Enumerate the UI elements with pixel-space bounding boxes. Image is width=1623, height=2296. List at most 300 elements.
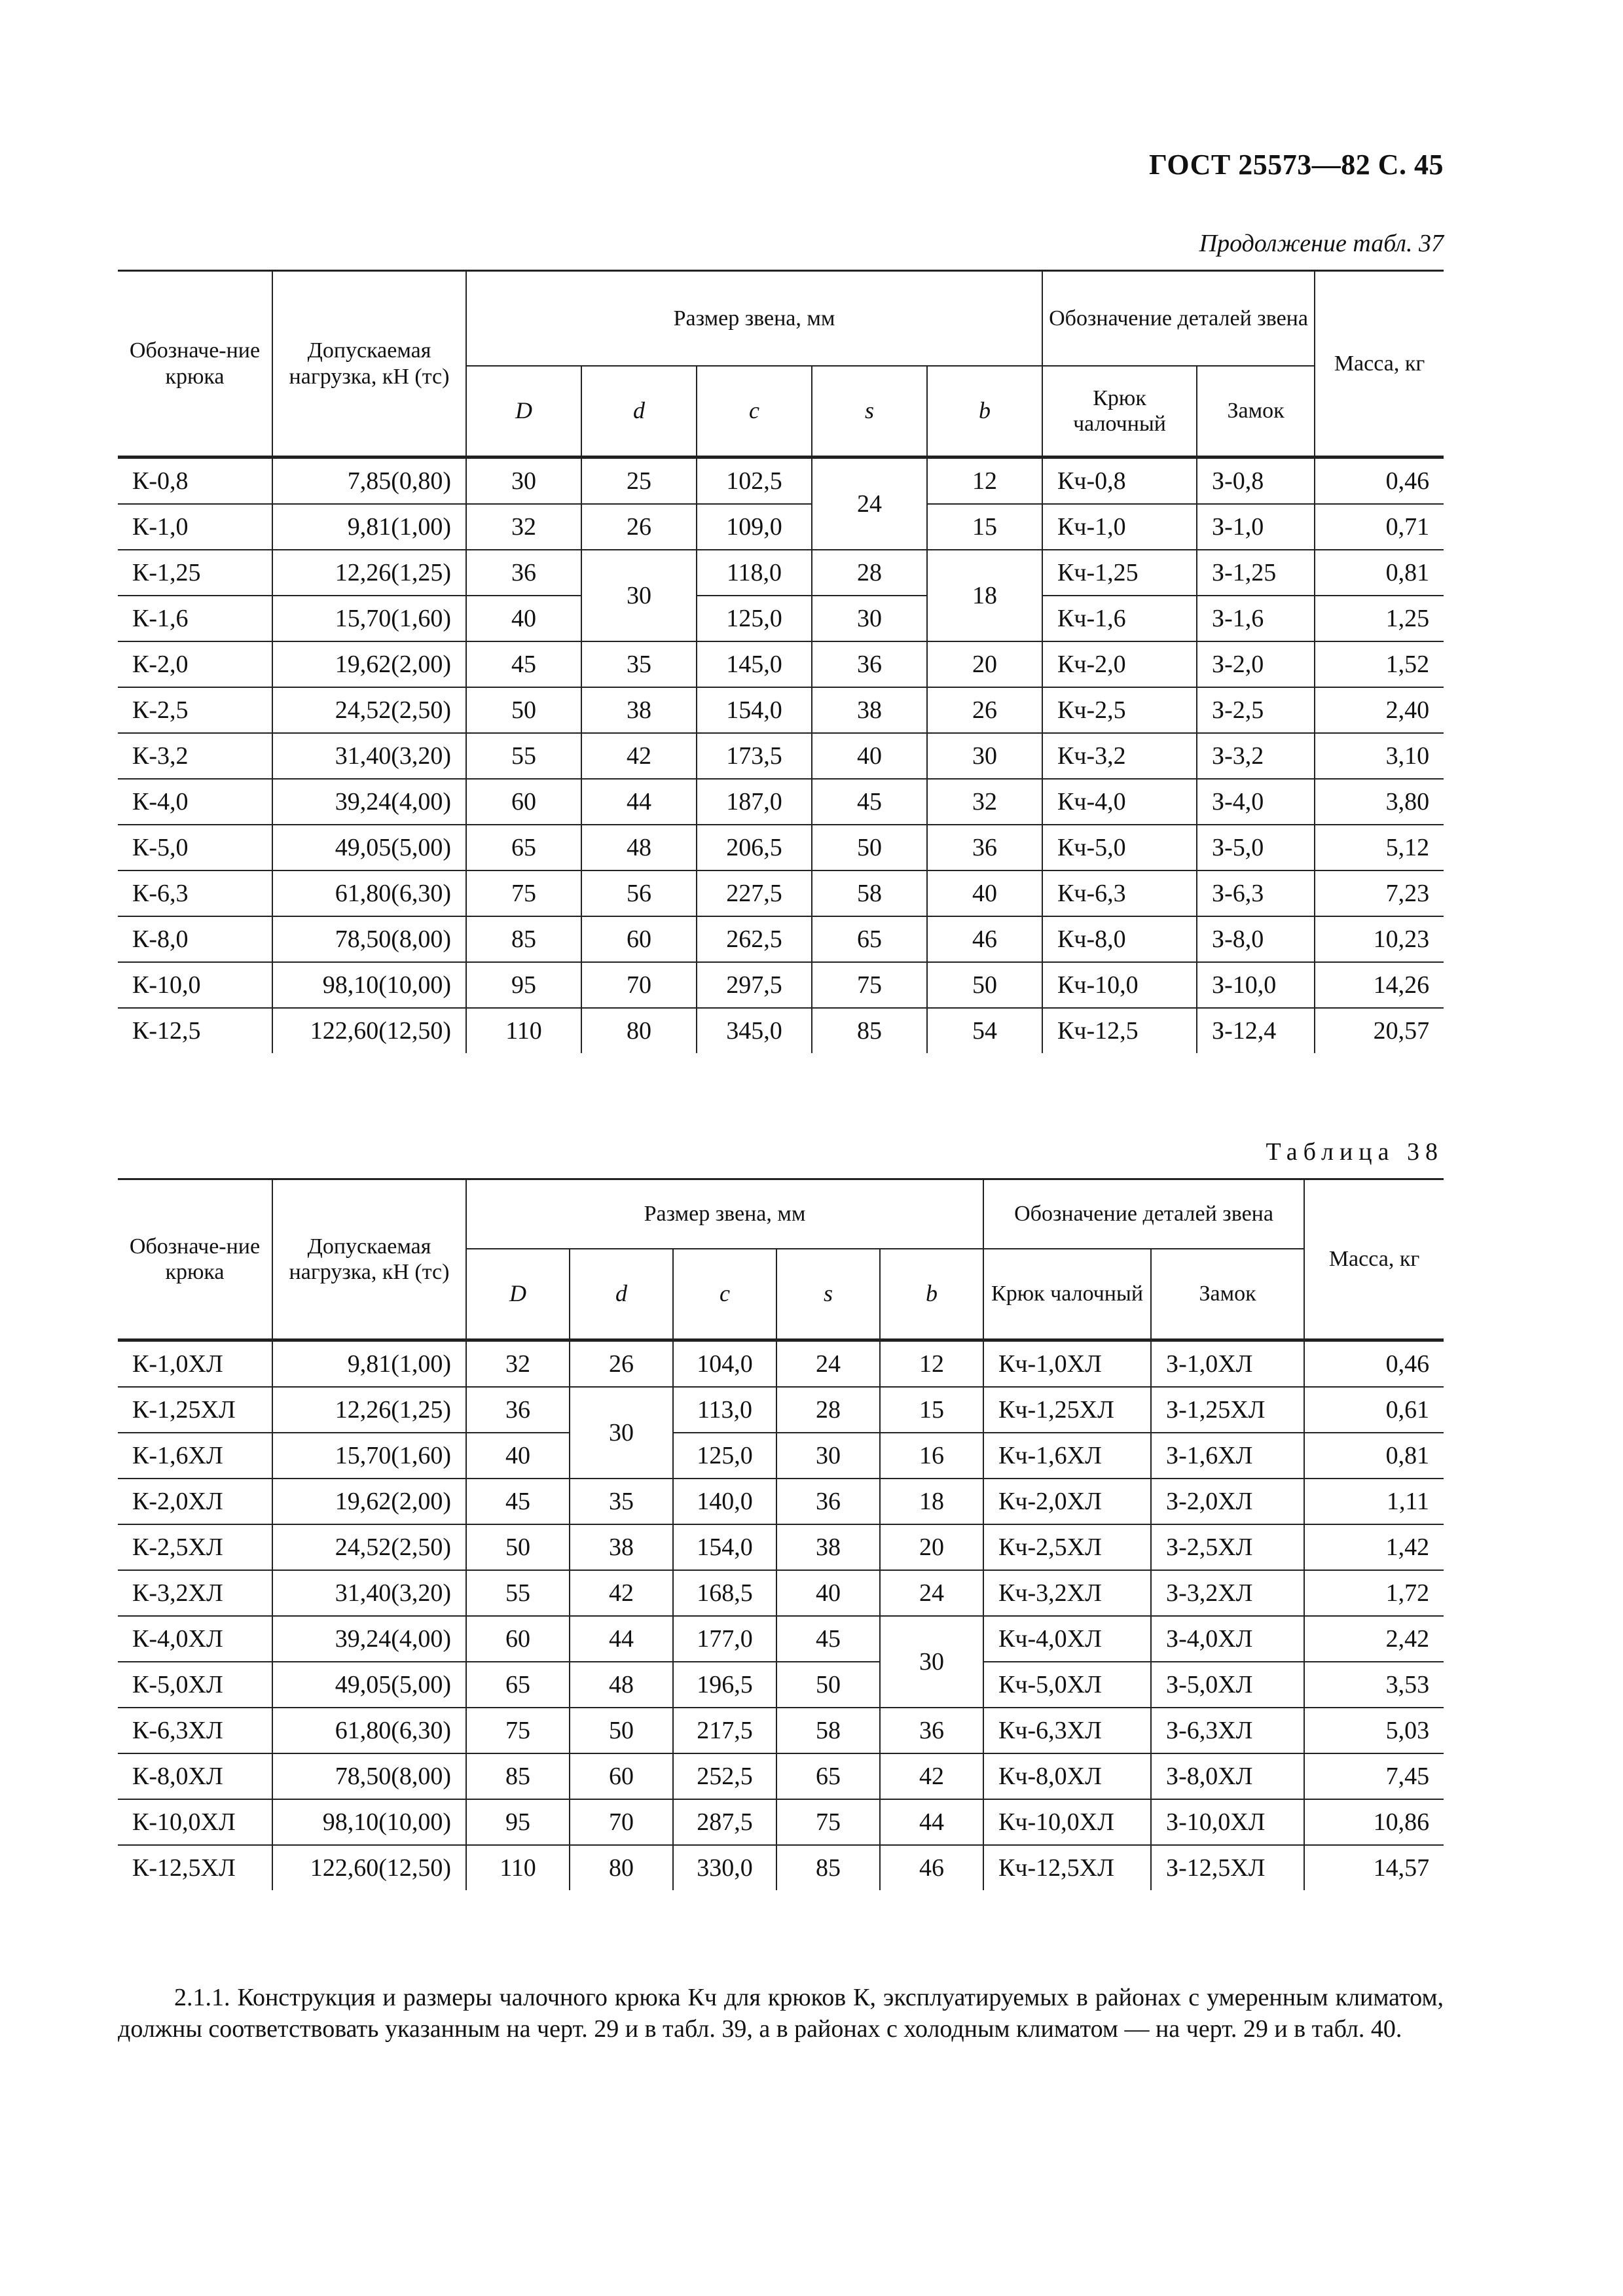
cell-kch: Кч-3,2	[1042, 733, 1197, 779]
cell-d: 30	[581, 550, 697, 641]
cell-mass: 10,23	[1315, 916, 1444, 962]
cell-D: 36	[466, 550, 581, 596]
cell-s: 50	[776, 1662, 880, 1708]
table-row	[118, 779, 1444, 825]
cell-lock: З-12,5ХЛ	[1151, 1845, 1304, 1890]
cell-mass: 1,11	[1304, 1479, 1444, 1524]
table-row	[118, 962, 1444, 1008]
cell-s: 45	[776, 1616, 880, 1662]
cell-d: 26	[570, 1340, 673, 1388]
header-girder-hook: Крюк чалочный	[1042, 366, 1197, 457]
cell-c: 287,5	[673, 1799, 776, 1845]
table-row	[118, 550, 1444, 596]
cell-d: 70	[570, 1799, 673, 1845]
cell-mass: 5,12	[1315, 825, 1444, 870]
cell-b: 50	[927, 962, 1042, 1008]
cell-load: 122,60(12,50)	[272, 1008, 466, 1053]
cell-d: 70	[581, 962, 697, 1008]
cell-lock: З-2,0ХЛ	[1151, 1479, 1304, 1524]
cell-kch: Кч-2,5ХЛ	[983, 1524, 1151, 1570]
cell-kch: Кч-10,0ХЛ	[983, 1799, 1151, 1845]
cell-D: 75	[466, 1708, 570, 1753]
cell-c: 217,5	[673, 1708, 776, 1753]
cell-kch: Кч-1,6	[1042, 596, 1197, 641]
cell-load: 15,70(1,60)	[272, 1433, 466, 1479]
cell-mass: 3,10	[1315, 733, 1444, 779]
cell-lock: З-4,0	[1197, 779, 1315, 825]
header-c: c	[673, 1249, 776, 1340]
cell-D: 36	[466, 1387, 570, 1433]
cell-D: 55	[466, 733, 581, 779]
cell-D: 32	[466, 1340, 570, 1388]
cell-d: 25	[581, 457, 697, 505]
cell-s: 65	[776, 1753, 880, 1799]
header-girder-hook: Крюк чалочный	[983, 1249, 1151, 1340]
cell-d: 44	[581, 779, 697, 825]
cell-c: 102,5	[697, 457, 812, 505]
cell-load: 24,52(2,50)	[272, 1524, 466, 1570]
cell-mass: 0,81	[1315, 550, 1444, 596]
cell-kch: Кч-2,5	[1042, 687, 1197, 733]
cell-load: 9,81(1,00)	[272, 504, 466, 550]
cell-D: 40	[466, 1433, 570, 1479]
cell-b: 42	[880, 1753, 983, 1799]
cell-lock: З-5,0ХЛ	[1151, 1662, 1304, 1708]
cell-D: 110	[466, 1845, 570, 1890]
table37-caption: Продолжение табл. 37	[1199, 230, 1444, 257]
cell-s: 24	[812, 457, 927, 550]
cell-s: 38	[776, 1524, 880, 1570]
cell-load: 122,60(12,50)	[272, 1845, 466, 1890]
cell-hook: К-12,5	[118, 1008, 272, 1053]
cell-hook: К-6,3ХЛ	[118, 1708, 272, 1753]
table-row	[118, 870, 1444, 916]
cell-hook: К-5,0	[118, 825, 272, 870]
cell-load: 39,24(4,00)	[272, 779, 466, 825]
cell-s: 75	[776, 1799, 880, 1845]
cell-D: 110	[466, 1008, 581, 1053]
table-37	[118, 270, 1444, 1053]
cell-s: 50	[812, 825, 927, 870]
cell-lock: З-1,6	[1197, 596, 1315, 641]
cell-lock: З-10,0ХЛ	[1151, 1799, 1304, 1845]
cell-lock: З-12,4	[1197, 1008, 1315, 1053]
cell-c: 140,0	[673, 1479, 776, 1524]
cell-s: 28	[812, 550, 927, 596]
cell-load: 12,26(1,25)	[272, 1387, 466, 1433]
cell-b: 26	[927, 687, 1042, 733]
cell-kch: Кч-0,8	[1042, 457, 1197, 505]
cell-kch: Кч-4,0ХЛ	[983, 1616, 1151, 1662]
cell-mass: 20,57	[1315, 1008, 1444, 1053]
cell-load: 15,70(1,60)	[272, 596, 466, 641]
cell-b: 15	[880, 1387, 983, 1433]
table-row	[118, 1753, 1444, 1799]
cell-s: 24	[776, 1340, 880, 1388]
cell-kch: Кч-8,0ХЛ	[983, 1753, 1151, 1799]
cell-mass: 7,23	[1315, 870, 1444, 916]
cell-hook: К-8,0ХЛ	[118, 1753, 272, 1799]
cell-load: 9,81(1,00)	[272, 1340, 466, 1388]
cell-d: 48	[581, 825, 697, 870]
cell-kch: Кч-1,25ХЛ	[983, 1387, 1151, 1433]
cell-mass: 14,57	[1304, 1845, 1444, 1890]
cell-s: 58	[776, 1708, 880, 1753]
section-2-1-1-paragraph: 2.1.1. Конструкция и размеры чалочного крюка Кч для крюков К, эксплуатируемых в районах с умеренным климатом, должны соответствовать указанным на черт. 29 и в табл. 39, а в районах с холодным климатом — на черт. 29 и в табл. 40.	[118, 1984, 1444, 2043]
cell-load: 39,24(4,00)	[272, 1616, 466, 1662]
cell-d: 80	[581, 1008, 697, 1053]
header-b: b	[880, 1249, 983, 1340]
cell-hook: К-1,0ХЛ	[118, 1340, 272, 1388]
cell-kch: Кч-12,5ХЛ	[983, 1845, 1151, 1890]
cell-kch: Кч-1,6ХЛ	[983, 1433, 1151, 1479]
table38-caption: Таблица 38	[1266, 1138, 1444, 1166]
cell-mass: 1,72	[1304, 1570, 1444, 1616]
header-lock: Замок	[1151, 1249, 1304, 1340]
cell-b: 46	[927, 916, 1042, 962]
cell-kch: Кч-8,0	[1042, 916, 1197, 962]
table-row	[118, 1570, 1444, 1616]
cell-D: 30	[466, 457, 581, 505]
header-load: Допускаемая нагрузка, кН (тс)	[272, 1179, 466, 1340]
cell-load: 24,52(2,50)	[272, 687, 466, 733]
cell-c: 154,0	[673, 1524, 776, 1570]
cell-d: 56	[581, 870, 697, 916]
cell-c: 125,0	[673, 1433, 776, 1479]
cell-hook: К-10,0ХЛ	[118, 1799, 272, 1845]
cell-b: 46	[880, 1845, 983, 1890]
cell-hook: К-1,0	[118, 504, 272, 550]
cell-D: 95	[466, 1799, 570, 1845]
cell-mass: 1,52	[1315, 641, 1444, 687]
cell-kch: Кч-1,25	[1042, 550, 1197, 596]
cell-lock: З-1,0ХЛ	[1151, 1340, 1304, 1388]
cell-c: 145,0	[697, 641, 812, 687]
cell-mass: 0,46	[1315, 457, 1444, 505]
cell-hook: К-10,0	[118, 962, 272, 1008]
cell-load: 7,85(0,80)	[272, 457, 466, 505]
cell-lock: З-4,0ХЛ	[1151, 1616, 1304, 1662]
cell-hook: К-1,6	[118, 596, 272, 641]
cell-d: 30	[570, 1387, 673, 1479]
cell-s: 75	[812, 962, 927, 1008]
cell-d: 42	[581, 733, 697, 779]
cell-c: 177,0	[673, 1616, 776, 1662]
cell-lock: З-2,0	[1197, 641, 1315, 687]
cell-s: 28	[776, 1387, 880, 1433]
header-D: D	[466, 1249, 570, 1340]
cell-c: 168,5	[673, 1570, 776, 1616]
cell-kch: Кч-2,0ХЛ	[983, 1479, 1151, 1524]
cell-c: 104,0	[673, 1340, 776, 1388]
cell-kch: Кч-5,0	[1042, 825, 1197, 870]
cell-D: 75	[466, 870, 581, 916]
cell-b: 24	[880, 1570, 983, 1616]
cell-hook: К-4,0ХЛ	[118, 1616, 272, 1662]
header-mass: Масса, кг	[1315, 271, 1444, 457]
table-row	[118, 825, 1444, 870]
cell-lock: З-6,3ХЛ	[1151, 1708, 1304, 1753]
cell-d: 26	[581, 504, 697, 550]
cell-lock: З-8,0ХЛ	[1151, 1753, 1304, 1799]
cell-D: 60	[466, 1616, 570, 1662]
table-row	[118, 457, 1444, 505]
cell-lock: З-1,25	[1197, 550, 1315, 596]
cell-c: 206,5	[697, 825, 812, 870]
cell-mass: 3,80	[1315, 779, 1444, 825]
cell-hook: К-8,0	[118, 916, 272, 962]
header-details-group: Обозначение деталей звена	[983, 1179, 1304, 1249]
cell-s: 65	[812, 916, 927, 962]
cell-c: 118,0	[697, 550, 812, 596]
header-D: D	[466, 366, 581, 457]
cell-b: 12	[880, 1340, 983, 1388]
cell-d: 60	[581, 916, 697, 962]
table-row	[118, 1433, 1444, 1479]
cell-d: 44	[570, 1616, 673, 1662]
cell-b: 20	[880, 1524, 983, 1570]
header-s: s	[812, 366, 927, 457]
cell-kch: Кч-5,0ХЛ	[983, 1662, 1151, 1708]
cell-b: 44	[880, 1799, 983, 1845]
cell-c: 196,5	[673, 1662, 776, 1708]
cell-hook: К-2,0ХЛ	[118, 1479, 272, 1524]
cell-load: 49,05(5,00)	[272, 825, 466, 870]
table-row	[118, 1662, 1444, 1708]
table-row	[118, 1008, 1444, 1053]
cell-kch: Кч-10,0	[1042, 962, 1197, 1008]
cell-D: 45	[466, 641, 581, 687]
cell-lock: З-8,0	[1197, 916, 1315, 962]
cell-s: 40	[812, 733, 927, 779]
cell-D: 60	[466, 779, 581, 825]
cell-kch: Кч-3,2ХЛ	[983, 1570, 1151, 1616]
cell-b: 15	[927, 504, 1042, 550]
cell-kch: Кч-12,5	[1042, 1008, 1197, 1053]
cell-s: 36	[776, 1479, 880, 1524]
cell-D: 55	[466, 1570, 570, 1616]
cell-load: 19,62(2,00)	[272, 1479, 466, 1524]
header-size-group: Размер звена, мм	[466, 271, 1042, 366]
cell-D: 50	[466, 1524, 570, 1570]
header-load: Допускаемая нагрузка, кН (тс)	[272, 271, 466, 457]
cell-load: 49,05(5,00)	[272, 1662, 466, 1708]
cell-mass: 0,71	[1315, 504, 1444, 550]
cell-D: 40	[466, 596, 581, 641]
cell-load: 61,80(6,30)	[272, 870, 466, 916]
cell-mass: 10,86	[1304, 1799, 1444, 1845]
header-details-group: Обозначение деталей звена	[1042, 271, 1315, 366]
cell-b: 18	[927, 550, 1042, 641]
table-row	[118, 504, 1444, 550]
header-hook: Обозначе-ние крюка	[118, 1179, 272, 1340]
cell-lock: З-1,0	[1197, 504, 1315, 550]
cell-c: 330,0	[673, 1845, 776, 1890]
cell-hook: К-0,8	[118, 457, 272, 505]
cell-c: 187,0	[697, 779, 812, 825]
cell-kch: Кч-4,0	[1042, 779, 1197, 825]
table-row	[118, 687, 1444, 733]
cell-load: 78,50(8,00)	[272, 1753, 466, 1799]
cell-hook: К-4,0	[118, 779, 272, 825]
cell-mass: 2,40	[1315, 687, 1444, 733]
cell-mass: 7,45	[1304, 1753, 1444, 1799]
cell-mass: 5,03	[1304, 1708, 1444, 1753]
cell-lock: З-1,6ХЛ	[1151, 1433, 1304, 1479]
cell-s: 40	[776, 1570, 880, 1616]
header-size-group: Размер звена, мм	[466, 1179, 983, 1249]
cell-mass: 1,42	[1304, 1524, 1444, 1570]
header-d: d	[570, 1249, 673, 1340]
cell-lock: З-10,0	[1197, 962, 1315, 1008]
table-row	[118, 1479, 1444, 1524]
cell-D: 85	[466, 1753, 570, 1799]
header-hook: Обозначе-ние крюка	[118, 271, 272, 457]
cell-hook: К-2,5ХЛ	[118, 1524, 272, 1570]
cell-c: 252,5	[673, 1753, 776, 1799]
cell-hook: К-2,5	[118, 687, 272, 733]
cell-c: 262,5	[697, 916, 812, 962]
header-d: d	[581, 366, 697, 457]
cell-s: 38	[812, 687, 927, 733]
cell-load: 19,62(2,00)	[272, 641, 466, 687]
cell-lock: З-3,2	[1197, 733, 1315, 779]
cell-hook: К-1,25ХЛ	[118, 1387, 272, 1433]
cell-D: 32	[466, 504, 581, 550]
cell-hook: К-5,0ХЛ	[118, 1662, 272, 1708]
cell-c: 227,5	[697, 870, 812, 916]
cell-b: 18	[880, 1479, 983, 1524]
cell-mass: 1,25	[1315, 596, 1444, 641]
cell-kch: Кч-1,0ХЛ	[983, 1340, 1151, 1388]
cell-b: 54	[927, 1008, 1042, 1053]
cell-d: 38	[570, 1524, 673, 1570]
cell-c: 125,0	[697, 596, 812, 641]
cell-c: 173,5	[697, 733, 812, 779]
cell-d: 48	[570, 1662, 673, 1708]
cell-hook: К-3,2ХЛ	[118, 1570, 272, 1616]
header-s: s	[776, 1249, 880, 1340]
cell-d: 50	[570, 1708, 673, 1753]
cell-lock: З-2,5ХЛ	[1151, 1524, 1304, 1570]
page-header: ГОСТ 25573—82 С. 45	[1148, 149, 1444, 181]
cell-D: 65	[466, 825, 581, 870]
cell-D: 45	[466, 1479, 570, 1524]
cell-d: 80	[570, 1845, 673, 1890]
cell-c: 297,5	[697, 962, 812, 1008]
cell-b: 36	[927, 825, 1042, 870]
table-row	[118, 1616, 1444, 1662]
cell-hook: К-2,0	[118, 641, 272, 687]
table-row	[118, 1340, 1444, 1388]
cell-hook: К-12,5ХЛ	[118, 1845, 272, 1890]
cell-load: 31,40(3,20)	[272, 1570, 466, 1616]
cell-s: 36	[812, 641, 927, 687]
cell-b: 12	[927, 457, 1042, 505]
cell-lock: З-5,0	[1197, 825, 1315, 870]
cell-D: 85	[466, 916, 581, 962]
cell-c: 154,0	[697, 687, 812, 733]
cell-load: 61,80(6,30)	[272, 1708, 466, 1753]
cell-b: 40	[927, 870, 1042, 916]
cell-s: 85	[812, 1008, 927, 1053]
cell-lock: З-6,3	[1197, 870, 1315, 916]
cell-lock: З-2,5	[1197, 687, 1315, 733]
cell-s: 45	[812, 779, 927, 825]
cell-load: 98,10(10,00)	[272, 962, 466, 1008]
cell-c: 109,0	[697, 504, 812, 550]
table-row	[118, 1524, 1444, 1570]
cell-c: 113,0	[673, 1387, 776, 1433]
cell-s: 30	[812, 596, 927, 641]
cell-mass: 0,61	[1304, 1387, 1444, 1433]
cell-b: 32	[927, 779, 1042, 825]
header-mass: Масса, кг	[1304, 1179, 1444, 1340]
cell-s: 30	[776, 1433, 880, 1479]
cell-lock: З-0,8	[1197, 457, 1315, 505]
cell-mass: 0,81	[1304, 1433, 1444, 1479]
cell-b: 20	[927, 641, 1042, 687]
cell-b: 30	[880, 1616, 983, 1708]
cell-d: 35	[581, 641, 697, 687]
cell-hook: К-6,3	[118, 870, 272, 916]
table-row	[118, 1845, 1444, 1890]
cell-s: 58	[812, 870, 927, 916]
cell-b: 30	[927, 733, 1042, 779]
cell-s: 85	[776, 1845, 880, 1890]
header-c: c	[697, 366, 812, 457]
table-row	[118, 1708, 1444, 1753]
cell-b: 16	[880, 1433, 983, 1479]
cell-load: 12,26(1,25)	[272, 550, 466, 596]
cell-lock: З-1,25ХЛ	[1151, 1387, 1304, 1433]
cell-D: 65	[466, 1662, 570, 1708]
cell-b: 36	[880, 1708, 983, 1753]
header-lock: Замок	[1197, 366, 1315, 457]
cell-kch: Кч-6,3	[1042, 870, 1197, 916]
cell-mass: 2,42	[1304, 1616, 1444, 1662]
cell-d: 38	[581, 687, 697, 733]
cell-c: 345,0	[697, 1008, 812, 1053]
table-row	[118, 916, 1444, 962]
cell-mass: 14,26	[1315, 962, 1444, 1008]
cell-D: 95	[466, 962, 581, 1008]
cell-kch: Кч-2,0	[1042, 641, 1197, 687]
cell-hook: К-1,25	[118, 550, 272, 596]
cell-load: 98,10(10,00)	[272, 1799, 466, 1845]
cell-D: 50	[466, 687, 581, 733]
cell-hook: К-1,6ХЛ	[118, 1433, 272, 1479]
cell-kch: Кч-6,3ХЛ	[983, 1708, 1151, 1753]
table-row	[118, 1387, 1444, 1433]
table-row	[118, 1799, 1444, 1845]
table-38	[118, 1178, 1444, 1890]
cell-mass: 3,53	[1304, 1662, 1444, 1708]
header-b: b	[927, 366, 1042, 457]
cell-load: 78,50(8,00)	[272, 916, 466, 962]
cell-d: 42	[570, 1570, 673, 1616]
cell-kch: Кч-1,0	[1042, 504, 1197, 550]
cell-load: 31,40(3,20)	[272, 733, 466, 779]
cell-mass: 0,46	[1304, 1340, 1444, 1388]
table-row	[118, 641, 1444, 687]
cell-d: 60	[570, 1753, 673, 1799]
table-row	[118, 733, 1444, 779]
cell-hook: К-3,2	[118, 733, 272, 779]
table-row	[118, 596, 1444, 641]
cell-lock: З-3,2ХЛ	[1151, 1570, 1304, 1616]
cell-d: 35	[570, 1479, 673, 1524]
